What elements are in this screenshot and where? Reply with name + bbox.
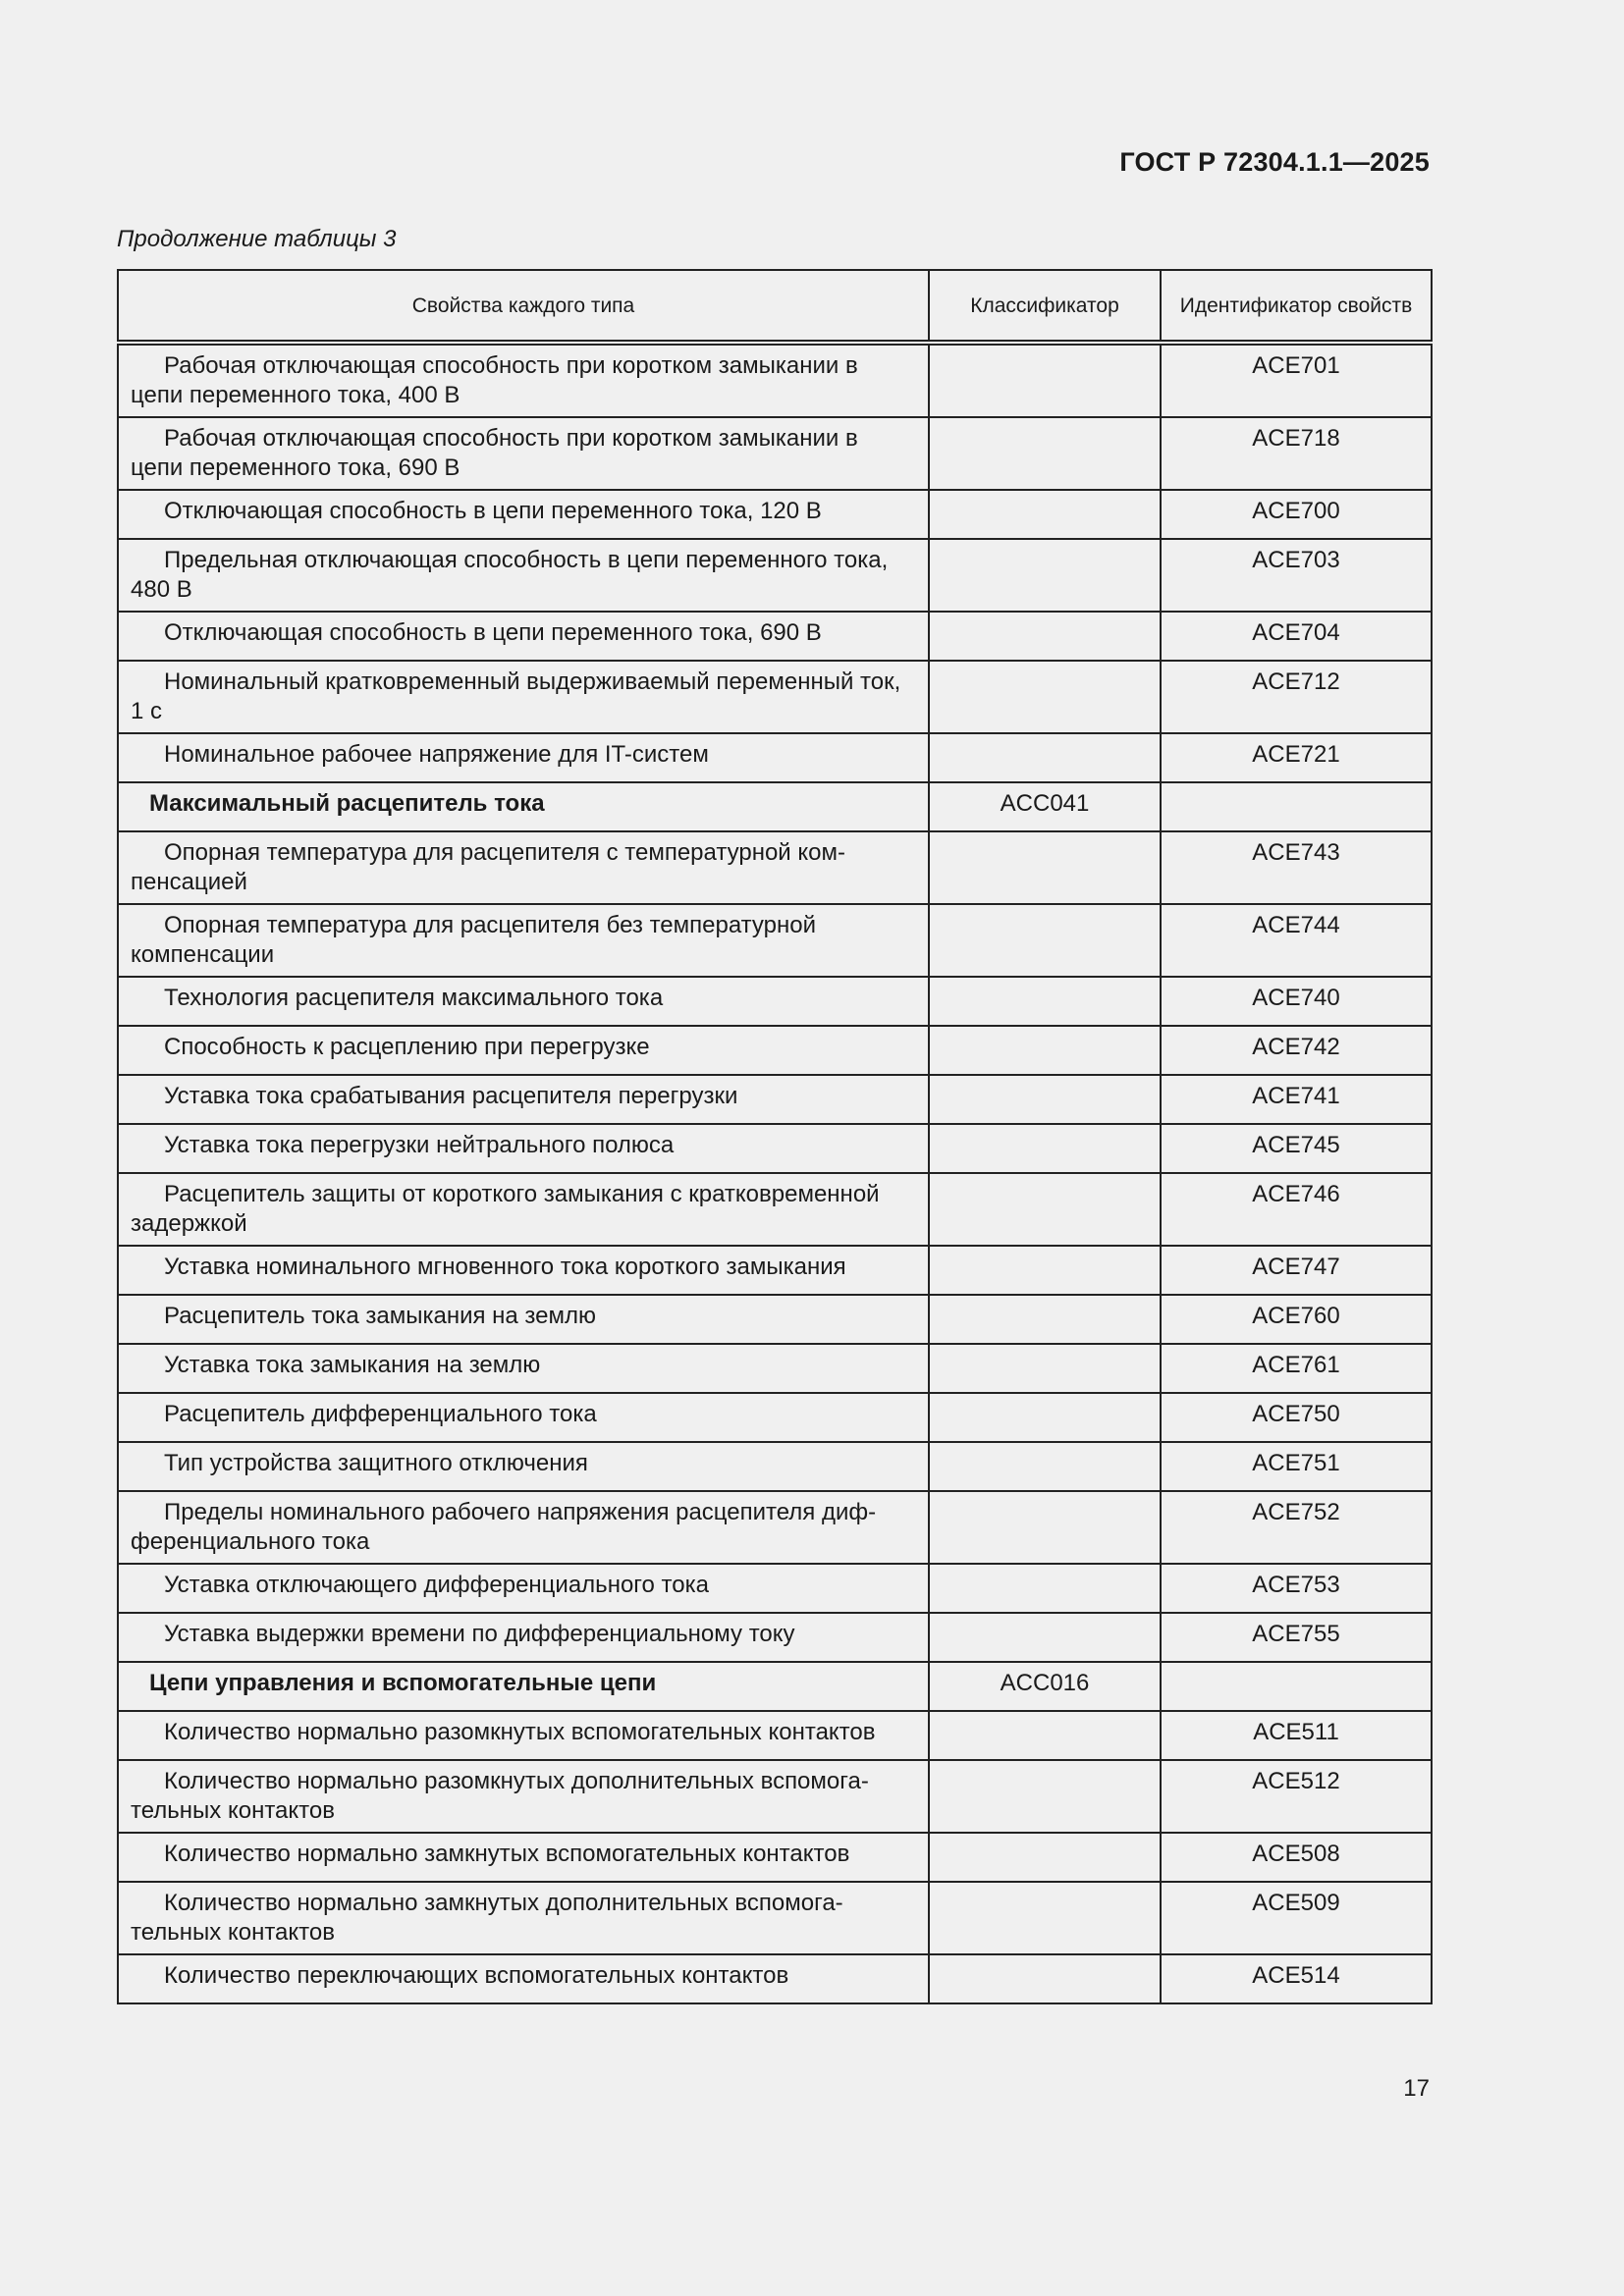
table-section-row <box>118 782 1432 831</box>
classifier-cell <box>929 490 1161 539</box>
property-name-cell: Рабочая отключающая способность при коротком замыкании в цепи переменного тока, 690 В <box>118 417 929 490</box>
classifier-cell <box>929 1954 1161 2003</box>
property-name-cell: Отключающая способность в цепи переменного тока, 120 В <box>118 490 929 539</box>
table-row <box>118 539 1432 612</box>
table-row <box>118 1954 1432 2003</box>
table-row <box>118 1075 1432 1124</box>
classifier-cell: ACC041 <box>929 782 1161 831</box>
section-name-cell: Цепи управления и вспомогательные цепи <box>118 1662 929 1711</box>
classifier-cell <box>929 1833 1161 1882</box>
identifier-cell: ACE755 <box>1161 1613 1432 1662</box>
identifier-cell: ACE743 <box>1161 831 1432 904</box>
identifier-cell: ACE721 <box>1161 733 1432 782</box>
identifier-cell: ACE511 <box>1161 1711 1432 1760</box>
property-name-cell: Расцепитель защиты от короткого замыкания с кратковременной задержкой <box>118 1173 929 1246</box>
classifier-cell <box>929 1393 1161 1442</box>
identifier-cell: ACE746 <box>1161 1173 1432 1246</box>
identifier-cell: ACE744 <box>1161 904 1432 977</box>
table-row <box>118 733 1432 782</box>
property-name-cell: Расцепитель дифференциального тока <box>118 1393 929 1442</box>
classifier-cell <box>929 343 1161 417</box>
table-row <box>118 831 1432 904</box>
identifier-cell: ACE704 <box>1161 612 1432 661</box>
classifier-cell <box>929 1026 1161 1075</box>
classifier-cell <box>929 417 1161 490</box>
classifier-cell <box>929 733 1161 782</box>
identifier-cell: ACE718 <box>1161 417 1432 490</box>
classifier-cell <box>929 831 1161 904</box>
table-row <box>118 343 1432 417</box>
property-name-cell: Количество нормально разомкнутых дополнительных вспомогательных контактов <box>118 1760 929 1833</box>
table-row <box>118 1760 1432 1833</box>
table-row <box>118 1393 1432 1442</box>
property-name-cell: Уставка тока замыкания на землю <box>118 1344 929 1393</box>
identifier-cell: ACE742 <box>1161 1026 1432 1075</box>
identifier-cell: ACE514 <box>1161 1954 1432 2003</box>
property-name-cell: Уставка выдержки времени по дифференциальному току <box>118 1613 929 1662</box>
table-caption: Продолжение таблицы 3 <box>117 226 397 252</box>
property-name-cell: Количество нормально разомкнутых вспомогательных контактов <box>118 1711 929 1760</box>
property-name-cell: Опорная температура для расцепителя с температурной компенсацией <box>118 831 929 904</box>
classifier-cell <box>929 904 1161 977</box>
table-row <box>118 1833 1432 1882</box>
property-name-cell: Количество переключающих вспомогательных контактов <box>118 1954 929 2003</box>
section-name-cell: Максимальный расцепитель тока <box>118 782 929 831</box>
classifier-cell <box>929 1344 1161 1393</box>
table-row <box>118 1124 1432 1173</box>
classifier-cell <box>929 1760 1161 1833</box>
property-name-cell: Расцепитель тока замыкания на землю <box>118 1295 929 1344</box>
property-name-cell: Количество нормально замкнутых дополнительных вспомогательных контактов <box>118 1882 929 1954</box>
identifier-cell <box>1161 1662 1432 1711</box>
identifier-cell: ACE750 <box>1161 1393 1432 1442</box>
classifier-cell <box>929 539 1161 612</box>
property-name-cell: Уставка номинального мгновенного тока короткого замыкания <box>118 1246 929 1295</box>
classifier-cell <box>929 1564 1161 1613</box>
classifier-cell <box>929 1075 1161 1124</box>
table-row <box>118 1295 1432 1344</box>
classifier-cell <box>929 612 1161 661</box>
table-row <box>118 1711 1432 1760</box>
identifier-cell: ACE712 <box>1161 661 1432 733</box>
table-row <box>118 1882 1432 1954</box>
table-row <box>118 1613 1432 1662</box>
table-row <box>118 1246 1432 1295</box>
identifier-cell: ACE700 <box>1161 490 1432 539</box>
identifier-cell: ACE747 <box>1161 1246 1432 1295</box>
identifier-cell: ACE701 <box>1161 343 1432 417</box>
classifier-cell: ACC016 <box>929 1662 1161 1711</box>
property-name-cell: Предельная отключающая способность в цепи переменного тока, 480 В <box>118 539 929 612</box>
identifier-cell: ACE761 <box>1161 1344 1432 1393</box>
property-name-cell: Уставка тока срабатывания расцепителя перегрузки <box>118 1075 929 1124</box>
classifier-cell <box>929 1711 1161 1760</box>
table-header-row <box>118 270 1432 343</box>
identifier-cell: ACE760 <box>1161 1295 1432 1344</box>
table-row <box>118 1564 1432 1613</box>
identifier-cell: ACE512 <box>1161 1760 1432 1833</box>
identifier-cell: ACE508 <box>1161 1833 1432 1882</box>
property-name-cell: Тип устройства защитного отключения <box>118 1442 929 1491</box>
classifier-cell <box>929 1442 1161 1491</box>
page-number: 17 <box>1403 2075 1430 2102</box>
table-section-row <box>118 1662 1432 1711</box>
column-header-identifier: Идентификатор свойств <box>1161 270 1432 343</box>
identifier-cell <box>1161 782 1432 831</box>
table-row <box>118 1026 1432 1075</box>
classifier-cell <box>929 1491 1161 1564</box>
property-name-cell: Технология расцепителя максимального тока <box>118 977 929 1026</box>
identifier-cell: ACE509 <box>1161 1882 1432 1954</box>
column-header-classifier: Классификатор <box>929 270 1161 343</box>
classifier-cell <box>929 1613 1161 1662</box>
classifier-cell <box>929 1882 1161 1954</box>
identifier-cell: ACE745 <box>1161 1124 1432 1173</box>
table-body <box>118 343 1432 2003</box>
identifier-cell: ACE703 <box>1161 539 1432 612</box>
identifier-cell: ACE740 <box>1161 977 1432 1026</box>
classifier-cell <box>929 1246 1161 1295</box>
property-name-cell: Уставка отключающего дифференциального тока <box>118 1564 929 1613</box>
table-row <box>118 661 1432 733</box>
classifier-cell <box>929 661 1161 733</box>
table-row <box>118 977 1432 1026</box>
property-name-cell: Номинальный кратковременный выдерживаемый переменный ток, 1 с <box>118 661 929 733</box>
table-row <box>118 904 1432 977</box>
property-name-cell: Количество нормально замкнутых вспомогательных контактов <box>118 1833 929 1882</box>
properties-table <box>117 269 1433 2004</box>
property-name-cell: Способность к расцеплению при перегрузке <box>118 1026 929 1075</box>
property-name-cell: Опорная температура для расцепителя без температурной компенсации <box>118 904 929 977</box>
property-name-cell: Уставка тока перегрузки нейтрального полюса <box>118 1124 929 1173</box>
identifier-cell: ACE741 <box>1161 1075 1432 1124</box>
property-name-cell: Отключающая способность в цепи переменного тока, 690 В <box>118 612 929 661</box>
classifier-cell <box>929 1124 1161 1173</box>
table-header <box>118 270 1432 343</box>
classifier-cell <box>929 1295 1161 1344</box>
table-row <box>118 490 1432 539</box>
column-header-properties: Свойства каждого типа <box>118 270 929 343</box>
table-row <box>118 612 1432 661</box>
table-row <box>118 1173 1432 1246</box>
identifier-cell: ACE753 <box>1161 1564 1432 1613</box>
identifier-cell: ACE752 <box>1161 1491 1432 1564</box>
table-row <box>118 1344 1432 1393</box>
identifier-cell: ACE751 <box>1161 1442 1432 1491</box>
classifier-cell <box>929 977 1161 1026</box>
table-row <box>118 1491 1432 1564</box>
property-name-cell: Пределы номинального рабочего напряжения расцепителя дифференциального тока <box>118 1491 929 1564</box>
property-name-cell: Номинальное рабочее напряжение для IT-систем <box>118 733 929 782</box>
document-header: ГОСТ Р 72304.1.1—2025 <box>1119 147 1430 177</box>
property-name-cell: Рабочая отключающая способность при коротком замыкании в цепи переменного тока, 400 В <box>118 343 929 417</box>
table-row <box>118 1442 1432 1491</box>
table-row <box>118 417 1432 490</box>
classifier-cell <box>929 1173 1161 1246</box>
